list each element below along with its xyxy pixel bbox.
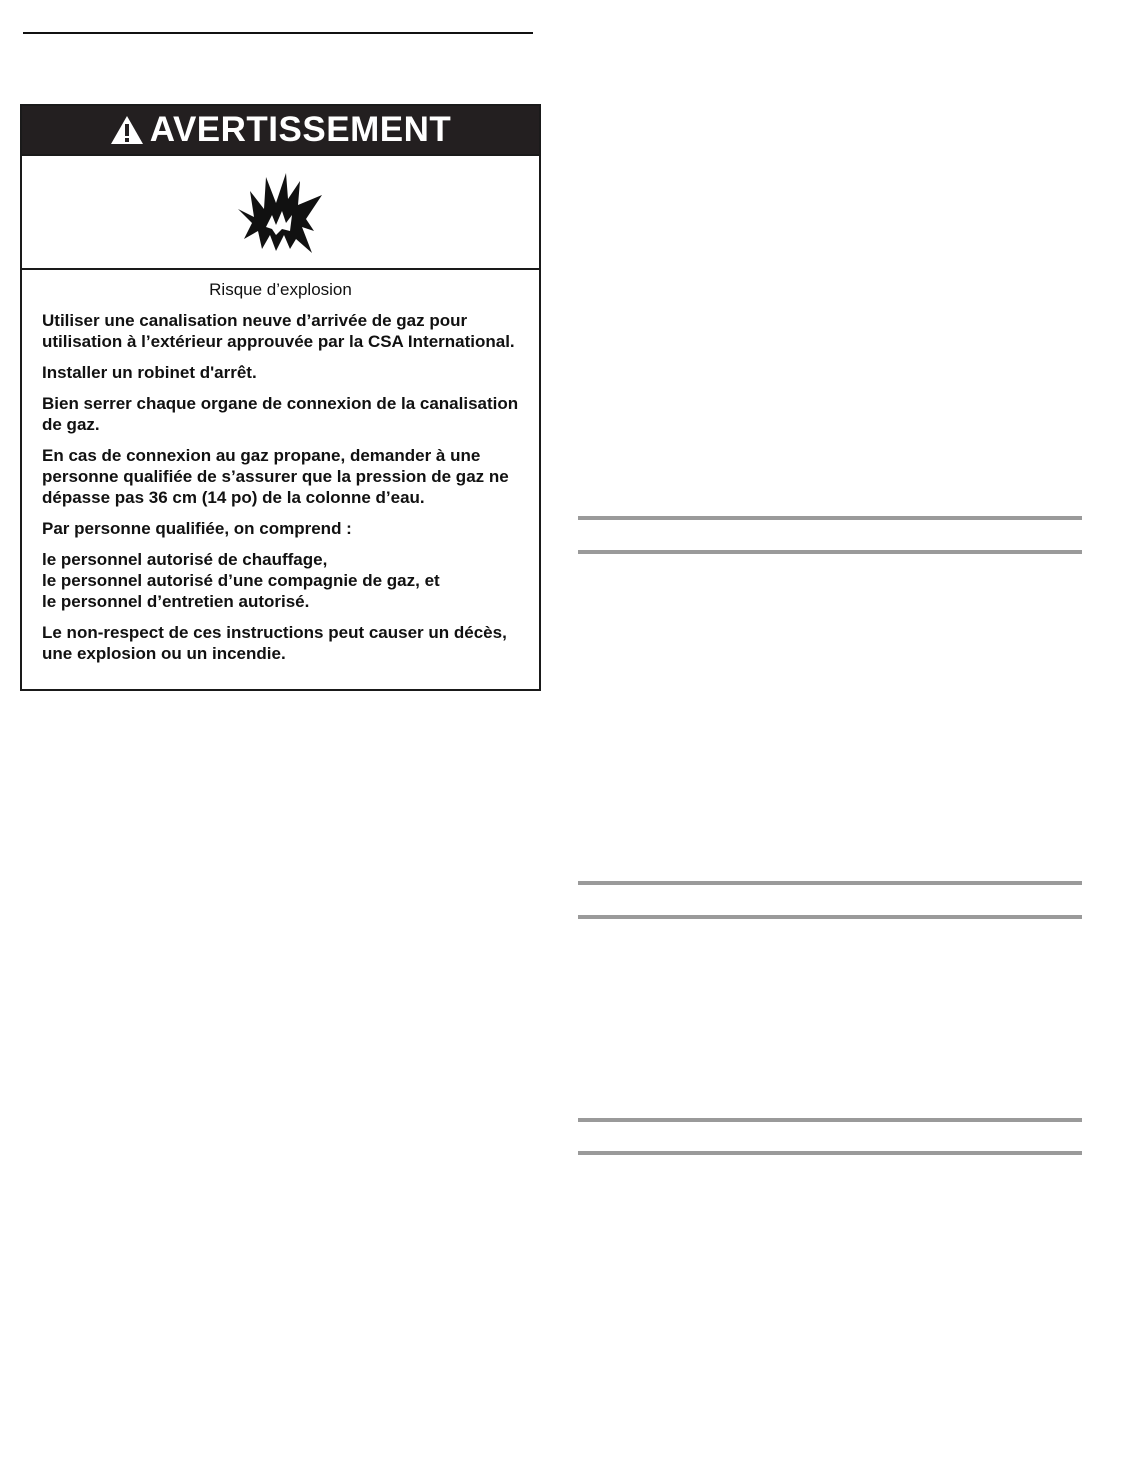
explosion-symbol-area: [22, 154, 539, 270]
qualified-list-item: le personnel d’entretien autorisé.: [42, 592, 310, 611]
section-rule: [578, 550, 1082, 554]
warning-text: [22, 270, 539, 664]
warning-header: [22, 106, 539, 154]
section-rule: [578, 516, 1082, 520]
warning-paragraph: En cas de connexion au gaz propane, demander à une personne qualifiée de s’assurer que la pression de gaz ne dépasse pas 36 cm (14 po) de la colonne d’eau.: [42, 446, 509, 507]
warning-paragraph: Bien serrer chaque organe de connexion de la canalisation de gaz.: [42, 394, 519, 434]
warning-paragraph: Installer un robinet d'arrêt.: [42, 363, 257, 382]
section-rule: [578, 1151, 1082, 1155]
risk-title: Risque d’explosion: [209, 280, 352, 299]
warning-header-label: AVERTISSEMENT: [149, 110, 452, 149]
section-rule: [578, 915, 1082, 919]
section-rule: [578, 1118, 1082, 1122]
warning-paragraph: Par personne qualifiée, on comprend :: [42, 519, 352, 538]
explosion-icon: [236, 169, 326, 255]
closing-paragraph: Le non-respect de ces instructions peut causer un décès, une explosion ou un incendie.: [42, 623, 507, 663]
qualified-list-item: le personnel autorisé d’une compagnie de gaz, et: [42, 571, 440, 590]
qualified-list-item: le personnel autorisé de chauffage,: [42, 550, 328, 569]
warning-triangle-icon: [110, 115, 144, 145]
warning-paragraph: Utiliser une canalisation neuve d’arrivée de gaz pour utilisation à l’extérieur approuvée par la CSA International.: [42, 311, 515, 351]
warning-box: [20, 104, 541, 691]
top-rule: [23, 32, 533, 34]
section-rule: [578, 881, 1082, 885]
